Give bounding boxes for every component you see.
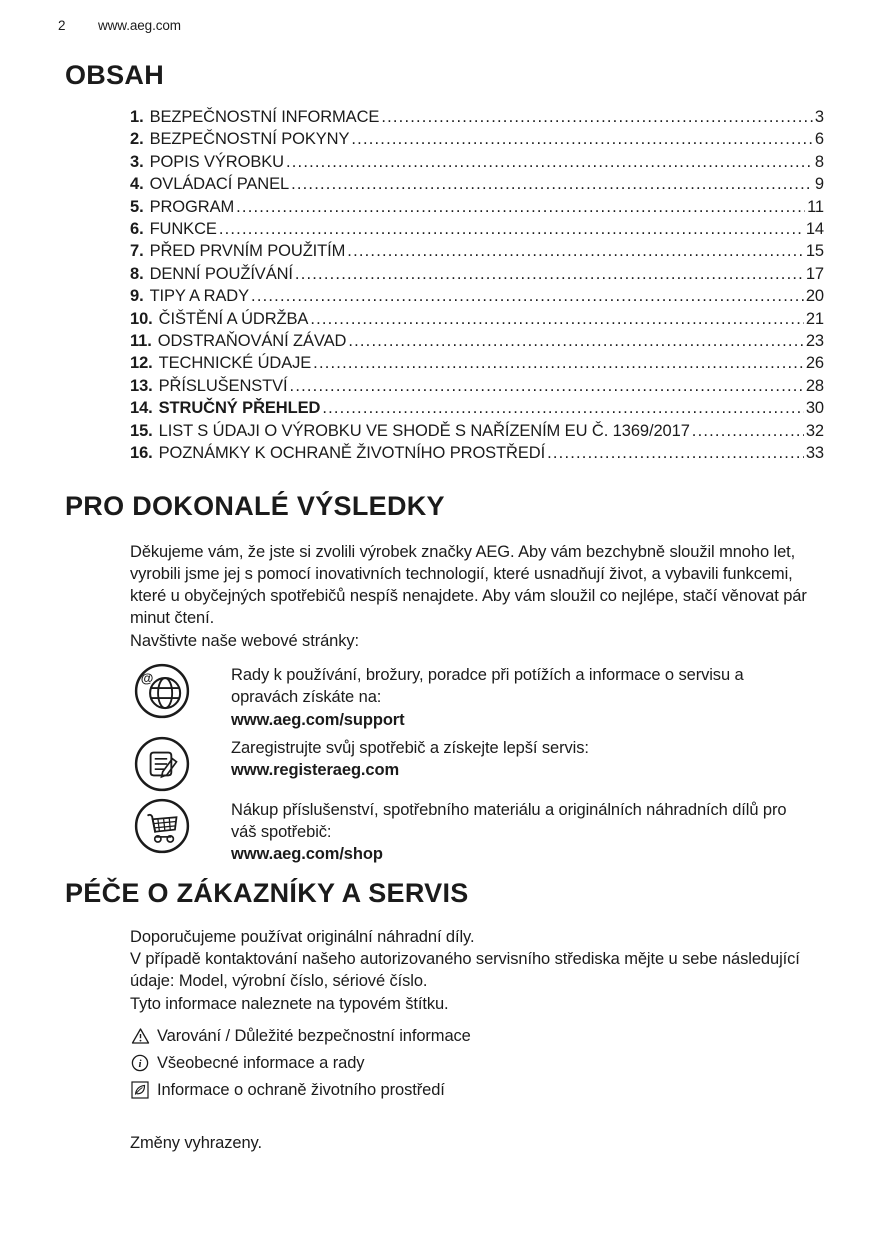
toc-dot-leader xyxy=(290,375,804,397)
toc-dot-leader xyxy=(322,397,804,419)
toc-item-title: OVLÁDACÍ PANEL xyxy=(149,175,290,194)
toc-item-page: 9 xyxy=(814,175,824,194)
toc-row xyxy=(130,240,824,262)
note-row xyxy=(130,1023,822,1050)
toc-item-page: 33 xyxy=(805,444,824,463)
note-text: Varování / Důležité bezpečnostní informace xyxy=(157,1026,471,1045)
toc-item-number: 1. xyxy=(130,108,144,126)
note-text: Všeobecné informace a rady xyxy=(157,1053,365,1072)
service-heading: PÉČE O ZÁKAZNÍKY A SERVIS xyxy=(65,877,469,908)
toc-item-page: 20 xyxy=(805,287,824,306)
toc-item-title: BEZPEČNOSTNÍ INFORMACE xyxy=(149,108,380,126)
toc-item-number: 6. xyxy=(130,220,144,239)
toc-item-number: 14. xyxy=(130,399,153,418)
toc-dot-leader xyxy=(251,285,804,307)
toc-dot-leader xyxy=(348,330,804,352)
resource-row xyxy=(130,662,822,731)
toc-row xyxy=(130,285,824,307)
resource-text: Rady k používání, brožury, poradce při potížích a informace o servisu a opravách získáte na: xyxy=(231,665,744,707)
toc-item-title: FUNKCE xyxy=(149,220,217,239)
note-row xyxy=(130,1077,822,1104)
resource-row xyxy=(130,735,822,793)
toc-row xyxy=(130,308,824,330)
toc-dot-leader xyxy=(692,420,804,442)
toc-item-title: PROGRAM xyxy=(149,197,235,216)
toc-item-number: 11. xyxy=(130,332,152,351)
info-circle-icon-wrap xyxy=(130,1053,150,1073)
toc-item-title: ČIŠTĚNÍ A ÚDRŽBA xyxy=(158,309,309,328)
toc-item-page: 32 xyxy=(805,421,824,440)
toc-row xyxy=(130,263,824,285)
register-doc-icon-wrap xyxy=(133,735,191,793)
toc-dot-leader xyxy=(236,196,805,218)
svg-text:i: i xyxy=(138,1058,142,1071)
toc-item-title: TECHNICKÉ ÚDAJE xyxy=(158,354,312,373)
toc-item-page: 21 xyxy=(805,309,824,328)
toc-dot-leader xyxy=(547,442,804,464)
resource-list xyxy=(130,662,822,866)
note-text: Informace o ochraně životního prostředí xyxy=(157,1080,445,1099)
warning-triangle-icon-wrap xyxy=(130,1026,150,1046)
resource-text: Nákup příslušenství, spotřebního materiálu a originálních náhradních dílů pro váš spotřebič: xyxy=(231,800,787,842)
service-line: Doporučujeme používat originální náhradní díly. xyxy=(130,927,475,946)
note-row xyxy=(130,1050,822,1077)
toc-dot-leader xyxy=(219,218,804,240)
intro-paragraph: Děkujeme vám, že jste si zvolili výrobek značky AEG. Aby vám bezchybně sloužil mnoho let, vyrobili jsme jej s pomocí inovativních technologií, které usnadňují život, a vybavili funkcemi, které u obyčejných spotřebičů nespíš nenajdete. Aby vám sloužil co nejlépe, stačí věnovat pár minut čtení. xyxy=(130,542,807,628)
note-list xyxy=(130,1023,822,1104)
toc-item-page: 28 xyxy=(805,376,824,395)
toc-row xyxy=(130,375,824,397)
toc-dot-leader xyxy=(295,263,804,285)
toc-item-page: 15 xyxy=(805,242,824,261)
toc-row xyxy=(130,196,824,218)
toc-item-page: 6 xyxy=(814,130,824,149)
visit-websites-line: Navštivte naše webové stránky: xyxy=(130,631,360,650)
toc-item-number: 2. xyxy=(130,130,144,149)
toc-item-page: 11 xyxy=(807,197,824,216)
toc-dot-leader xyxy=(291,173,813,195)
toc-row xyxy=(130,352,824,374)
toc-item-title: BEZPEČNOSTNÍ POKYNY xyxy=(149,130,350,149)
toc-item-title: POPIS VÝROBKU xyxy=(149,152,284,171)
toc-dot-leader xyxy=(310,308,804,330)
resource-url: www.aeg.com/shop xyxy=(231,845,383,864)
toc-row xyxy=(130,151,824,173)
resource-url: www.registeraeg.com xyxy=(231,761,400,780)
globe-at-icon xyxy=(133,662,191,720)
toc-item-number: 3. xyxy=(130,152,144,171)
toc-row xyxy=(130,173,824,195)
toc-item-title: POZNÁMKY K OCHRANĚ ŽIVOTNÍHO PROSTŘEDÍ xyxy=(158,444,546,463)
toc-item-page: 17 xyxy=(805,264,824,283)
toc-dot-leader xyxy=(351,128,813,150)
resource-row xyxy=(130,797,822,866)
toc-item-title: STRUČNÝ PŘEHLED xyxy=(158,399,321,418)
info-circle-icon xyxy=(131,1054,149,1072)
svg-text:@: @ xyxy=(140,670,154,686)
toc-item-title: TIPY A RADY xyxy=(149,287,250,306)
toc-item-number: 5. xyxy=(130,197,144,216)
toc-item-number: 10. xyxy=(130,309,153,328)
toc-item-title: PŘÍSLUŠENSTVÍ xyxy=(158,376,288,395)
toc-row xyxy=(130,397,824,419)
toc-item-number: 7. xyxy=(130,242,144,261)
toc-dot-leader xyxy=(313,352,804,374)
toc-row xyxy=(130,420,824,442)
header-site-label: www.aeg.com xyxy=(98,18,181,33)
toc-item-number: 8. xyxy=(130,264,144,283)
register-doc-icon xyxy=(133,735,191,793)
page-header xyxy=(58,18,822,34)
toc-item-title: PŘED PRVNÍM POUŽITÍM xyxy=(149,242,346,261)
toc-row xyxy=(130,330,824,352)
eco-leaf-icon xyxy=(131,1081,149,1099)
toc-item-page: 3 xyxy=(814,108,824,126)
toc-item-number: 4. xyxy=(130,175,144,194)
toc-item-page: 23 xyxy=(805,332,824,351)
service-paragraph xyxy=(58,926,822,1015)
toc-heading: OBSAH xyxy=(65,60,165,90)
toc-item-number: 15. xyxy=(130,421,153,440)
toc-dot-leader xyxy=(286,151,813,173)
eco-leaf-icon-wrap xyxy=(130,1080,150,1100)
warning-triangle-icon xyxy=(131,1027,150,1045)
cart-icon xyxy=(133,797,191,855)
cart-icon-wrap xyxy=(133,797,191,855)
resource-text: Zaregistrujte svůj spotřebič a získejte lepší servis: xyxy=(231,738,589,757)
resource-url: www.aeg.com/support xyxy=(231,710,405,729)
intro-heading: PRO DOKONALÉ VÝSLEDKY xyxy=(65,490,445,521)
toc-row xyxy=(130,128,824,150)
toc-item-page: 30 xyxy=(805,399,824,418)
toc-item-number: 13. xyxy=(130,376,153,395)
toc-item-page: 8 xyxy=(814,152,824,171)
toc-dot-leader xyxy=(347,240,804,262)
toc-item-number: 12. xyxy=(130,354,153,373)
toc-row xyxy=(130,218,824,240)
toc-item-title: LIST S ÚDAJI O VÝROBKU VE SHODĚ S NAŘÍZENÍM EU Č. 1369/2017 xyxy=(158,421,690,440)
toc-item-title: ODSTRAŇOVÁNÍ ZÁVAD xyxy=(157,332,347,351)
service-line: V případě kontaktování našeho autorizovaného servisního střediska mějte u sebe následující údaje: Model, výrobní číslo, sériové číslo. xyxy=(130,950,800,991)
toc-row xyxy=(130,106,824,128)
toc-row xyxy=(130,442,824,464)
toc-list xyxy=(130,106,824,465)
toc-item-page: 14 xyxy=(805,220,824,239)
page-number: 2 xyxy=(58,18,66,33)
service-line: Tyto informace naleznete na typovém štítku. xyxy=(130,994,449,1013)
toc-item-title: DENNÍ POUŽÍVÁNÍ xyxy=(149,264,293,283)
toc-dot-leader xyxy=(381,106,813,128)
toc-item-number: 16. xyxy=(130,444,153,463)
globe-at-icon-wrap xyxy=(133,662,191,720)
changes-reserved-line: Změny vyhrazeny. xyxy=(130,1133,262,1152)
toc-item-page: 26 xyxy=(805,354,824,373)
toc-item-number: 9. xyxy=(130,287,144,306)
